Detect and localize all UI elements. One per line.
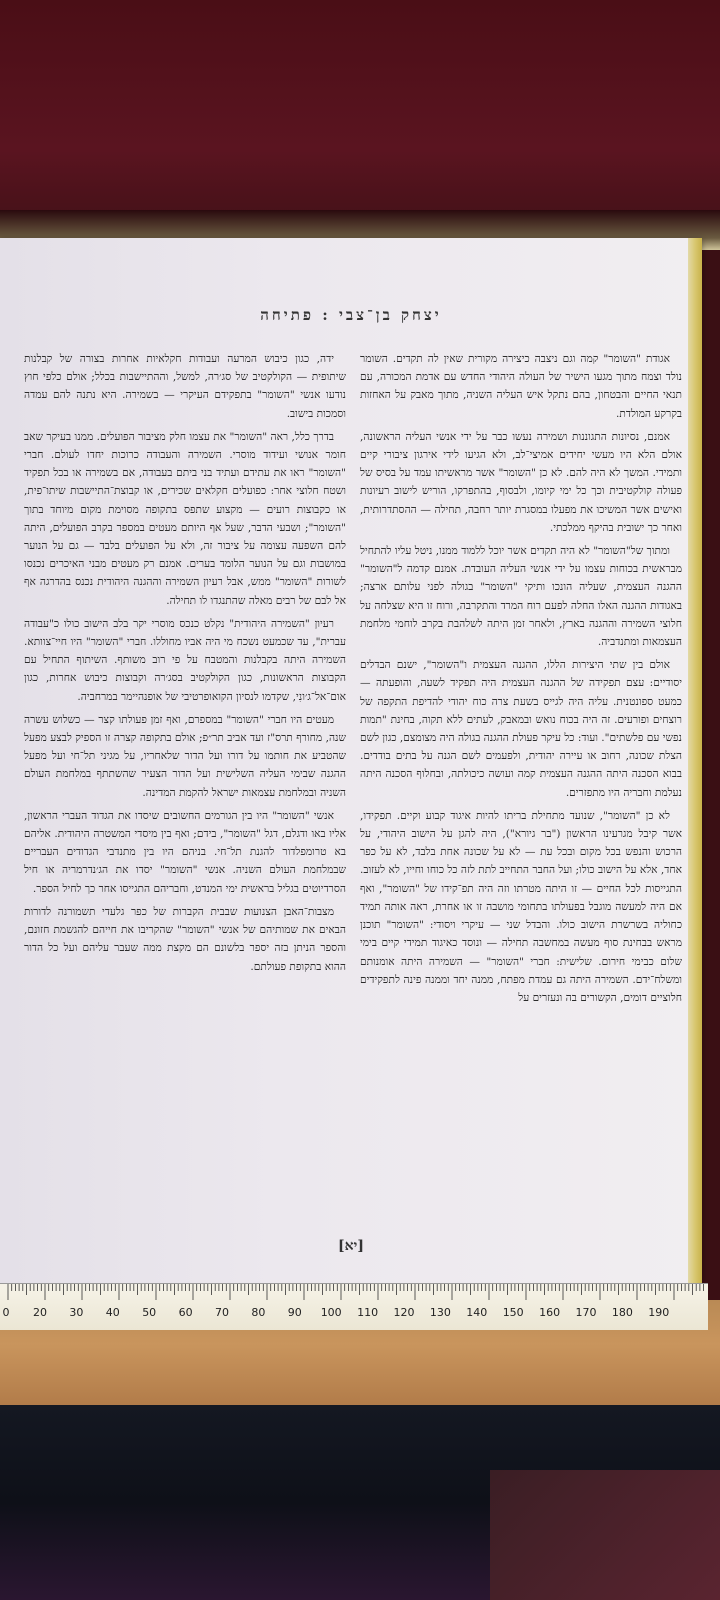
paragraph: רעיון "השמירה היהודית" נקלט כנכס מוסרי יקר בלב הישוב כולו כ"עבודה עברית", עד שכמעט נשכח מי היה אביו מחוללו. חברי "השומר" היו חיי־צוותא. השמירה היתה בקבלנות והמטבח על פי רוב משותף. השיתוף התחיל עם הקבוצות הראשונות, כגון הקולקטיב בסג׳רה וקבוצות כיבוש אחרות, כגון אום־אל־ג׳ונִי, שקדמו לנסיון הקואופרטיבי של אופנהיימר במרחביה.	[24, 617, 346, 703]
ruler-label: 160	[539, 1306, 561, 1319]
ruler-label: 70	[215, 1306, 229, 1319]
ruler-label: 60	[178, 1306, 193, 1319]
ruler-label: 180	[611, 1306, 633, 1319]
ruler-label: 110	[357, 1306, 379, 1319]
ruler-label: 40	[105, 1306, 120, 1319]
ruler-label: 140	[466, 1306, 488, 1319]
paragraph: בדרך כלל, ראה "השומר" את עצמו חלק מציבור הפועלים. ממנו בעיקר שאב חומר אנושי ועידוד מוסרי. השמירה והעבודה כרוכות יחדו לעולם. חברי "השומר" ראו את עתידם ועתיד בני ביתם בעבודה, אם בשמירה או בכל תפקיד ושטח חלוצי אחר: כפועלים חקלאים שכירים, או קבוצת־התיישבות שיתו־פית, או כקבוצות רועים — מקצוע שתפס בתקופה מסוימת מקום מיוחד בתוך "השומר"; ושבעי הדבר, שעל אף היותם מעטים במספר בקרב הפועלים, היתה להם השפעה עצומה על ציבור זה, ולא על הפועלים בלבד — גם על הנוער במושבות וגם על הנוער הלומד בערים. אמנם רק מעטים מבני האיכרים נכנסו לשורות "השומר" ממש, אבל רעיון השמירה וההגנה היהודית נכנס בהדרגה אף אל לבם של רבים מאלה שהתנגדו לו תחילה.	[24, 430, 346, 607]
ruler-label: 20	[33, 1306, 47, 1319]
paragraph: מצבות־האבן הצנועות שבבית הקברות של כפר גלעדי תשמורנה לדורות הבאים את שמותיהם של אנשי "השומר" שהקריבו את חייהם להגשמת חזונם, והספר הניתן בזה יספר בלשונם הם מקצת ממה שעבר עליהם ועל כל הדור ההוא בתקופת פעולתם.	[24, 905, 346, 973]
ruler-label: 100	[320, 1306, 342, 1319]
paragraph: ידה, כגון כיבוש המרעה ועבודות חקלאיות אחרות בצורה של קבלנות שיתופית — הקולקטיב של סג׳רה, למשל, וההתיישבות בכלל; אולם כלפי חוץ נודעו אנשי "השומר" בתפקידם העיקרי — בשמירה. היא נתנה להם עמדה וסמכות בישוב.	[24, 353, 346, 420]
text-column-right	[360, 350, 682, 1012]
ruler-label: 170	[575, 1306, 597, 1319]
ruler-label: 80	[251, 1306, 266, 1319]
ruler-label: 130	[429, 1306, 451, 1319]
text-column-left	[24, 350, 346, 981]
paragraph: ומתוך של"השומר" לא היה תקדים אשר יוכל ללמוד ממנו, ניטל עליו להתחיל מבראשית בכוחות עצמו על ידי אנשי העליה העובדת. אמנם קדמה ל"השומר" ההגנה העצמית, שעליה הונכו ותיקי "השומר" בגולה לפני עלותם ארצה; באגודות ההגנה האלו החלה לפעם רוח המרד והתקרבה, ורוח זו היא שצלחה על חלוצי השמירה וההגנה בארץ, ולאחר זמן היתה לשלהבת בקרב לוחמי מלחמת העצמאות ומתנדביה.	[360, 545, 682, 649]
ruler-label: 90	[287, 1306, 302, 1319]
paragraph: לא כן "השומר", שנועד מתחילת בריתו להיות איגוד קבוע וקיים. תפקידו, אשר קיבל מגרעינו הראשון ("בר גיורא"), היה להגן על הישוב היהודי, על הרכוש והנפש בכל מקום ובכל עת — לא על שכונה אחת בלבד, לא על כפר אחד, אלא על הישוב כולו; ועל החבר התחייב לתת לזה כל כוחו וחייו, לא לעזוב. התגייסות לכל החיים — זו היתה מטרתו וזה היה תפ־קידו של "השומר", ואף אם היה למעשה מוגבל בפעולתו בתחומי מושבה זו או אחרת, ראה אותה תמיד כחוליה בשרשרת הישוב כולו. והבדל שני — עיקרי ויסודי: "השומר" תוכנן מראש בבחינת סוף מעשה במחשבה תחילה — ונוסד כאיגוד תמידי קיים בימי שלום כבימי חירום. שלישית: חברי "השומר" — השמירה היתה אומנותם ומשלח־ידם. השמירה היתה גם עמדת מפתח, ממנה יחד וממנה פינה לתפקידים חלוציים דומים, הקשורים בה ונעזרים על	[360, 809, 682, 1004]
ruler-label: 30	[69, 1306, 84, 1319]
page-spine-edge	[688, 238, 702, 1300]
bottom-right-shadow	[490, 1470, 720, 1600]
ruler-label: 150	[502, 1306, 524, 1319]
paragraph: מעטים היו חברי "השומר" במספרם, ואף זמן פעולתו קצר — כשלוש עשרה שנה, מחורף תרס"ז ועד אביב תר״פ; אולם בתקופה קצרה זו הספיק לבצע מפעל שהטביע את חותמו על דורו ועל הדור שלאחריו, על מגיני תל־חי ועל מפעל ההגנה שבימי העליה השלישית ועל הדור הצעיר שהשתתף במלחמת העולם השניה ובמלחמת עצמאות ישראל להקמת המדינה.	[24, 713, 346, 799]
measuring-ruler	[0, 1283, 708, 1330]
ruler-label: 190	[648, 1306, 670, 1319]
paragraph: אנשי "השומר" היו בין הגורמים החשובים שיסדו את הגדוד העברי הראשון, אליו באו ודגלם, דגל "השומר", בידם; ואף בין מיסדי המשטרה היהודית. אליהם בא טרומפלדור להגנת תל־חי. בניהם היו בין מתנדבי הגדודים העבריים שבמלחמת העולם השניה. אנשי "השומר" יסדו את הג׳נדרמריה או חיל הסרדיוטים בגליל בראשית ימי המנדט, וחבריהם התגייסו אחר כך לחיל הספר.	[24, 809, 346, 895]
ruler-label: 120	[393, 1306, 415, 1319]
book-page	[0, 238, 702, 1300]
paragraph: אמנם, נסיונות התגוננות ושמירה נעשו כבר על ידי אנשי העליה הראשונה, אולם הלא היו מעשי יחידים אמיצי־לב, ולא הגיעו לידי אירגון ציבורי קיים ותמידי. המשך לא היה להם. לא כן "השומר" אשר מראשיתו עמד על בסיס של פעולה קולקטיבית וכך כל ימי קיומו, ולבסוף, בהתפרקו, הוריש לישוב רעיונות ואישים אשר המשיכו את מפעלו במסגרת יותר רחבה, תחילה — ההסתדרותית, ואחר כך ישובית בהיקף ממלכתי.	[360, 430, 682, 534]
paragraph: אולם בין שתי היצירות הללו, ההגנה העצמית ו"השומר", ישנם הבדלים יסודיים: עצם תפקידה של ההגנה העצמית היה תפקיד לשעה, והופעתה — כמעט ספונטנית. עליה היה לגייס בשעת צרה כוח יהודי להדיפת התקפה של רוצחים ופורעים. זה היה בכוח נואש ובמאבק, לעתים ללא תקוה, בחינת "תמות נפשי עם פלשתים". ועוד: כל עיקר פעולת ההגנה בגולה היה מצומצם, כגון לשם הצלת שכונה, רחוב או עיירה יהודית, ולפעמים לשם הגנה על בתים בודדים. בבוא הסכנה היתה ההגנה העצמית קמה ועושה כיכולתה, ובחלוף הסכנה היתה נעלמת וחבריה היו מתפזרים.	[360, 659, 682, 799]
running-head: יצחק בן־צבי : פתיחה	[260, 306, 442, 324]
page-number: [יא]	[338, 1238, 364, 1254]
ruler-label: 0	[2, 1306, 10, 1319]
ruler-ticks	[0, 1284, 708, 1306]
paragraph: אגודת "השומר" קמה וגם ניצבה כיצירה מקורית שאין לה תקדים. השומר נולד וצמח מתוך מגעו הישיר של העולה היהודי החדש עם אדמת המכורה, עם תנאי החיים והבטחון, בהם נתקל איש העליה השניה, מתוך מאבק על האחזות בקרקע המולדת.	[360, 353, 682, 420]
ruler-label: 50	[142, 1306, 157, 1319]
